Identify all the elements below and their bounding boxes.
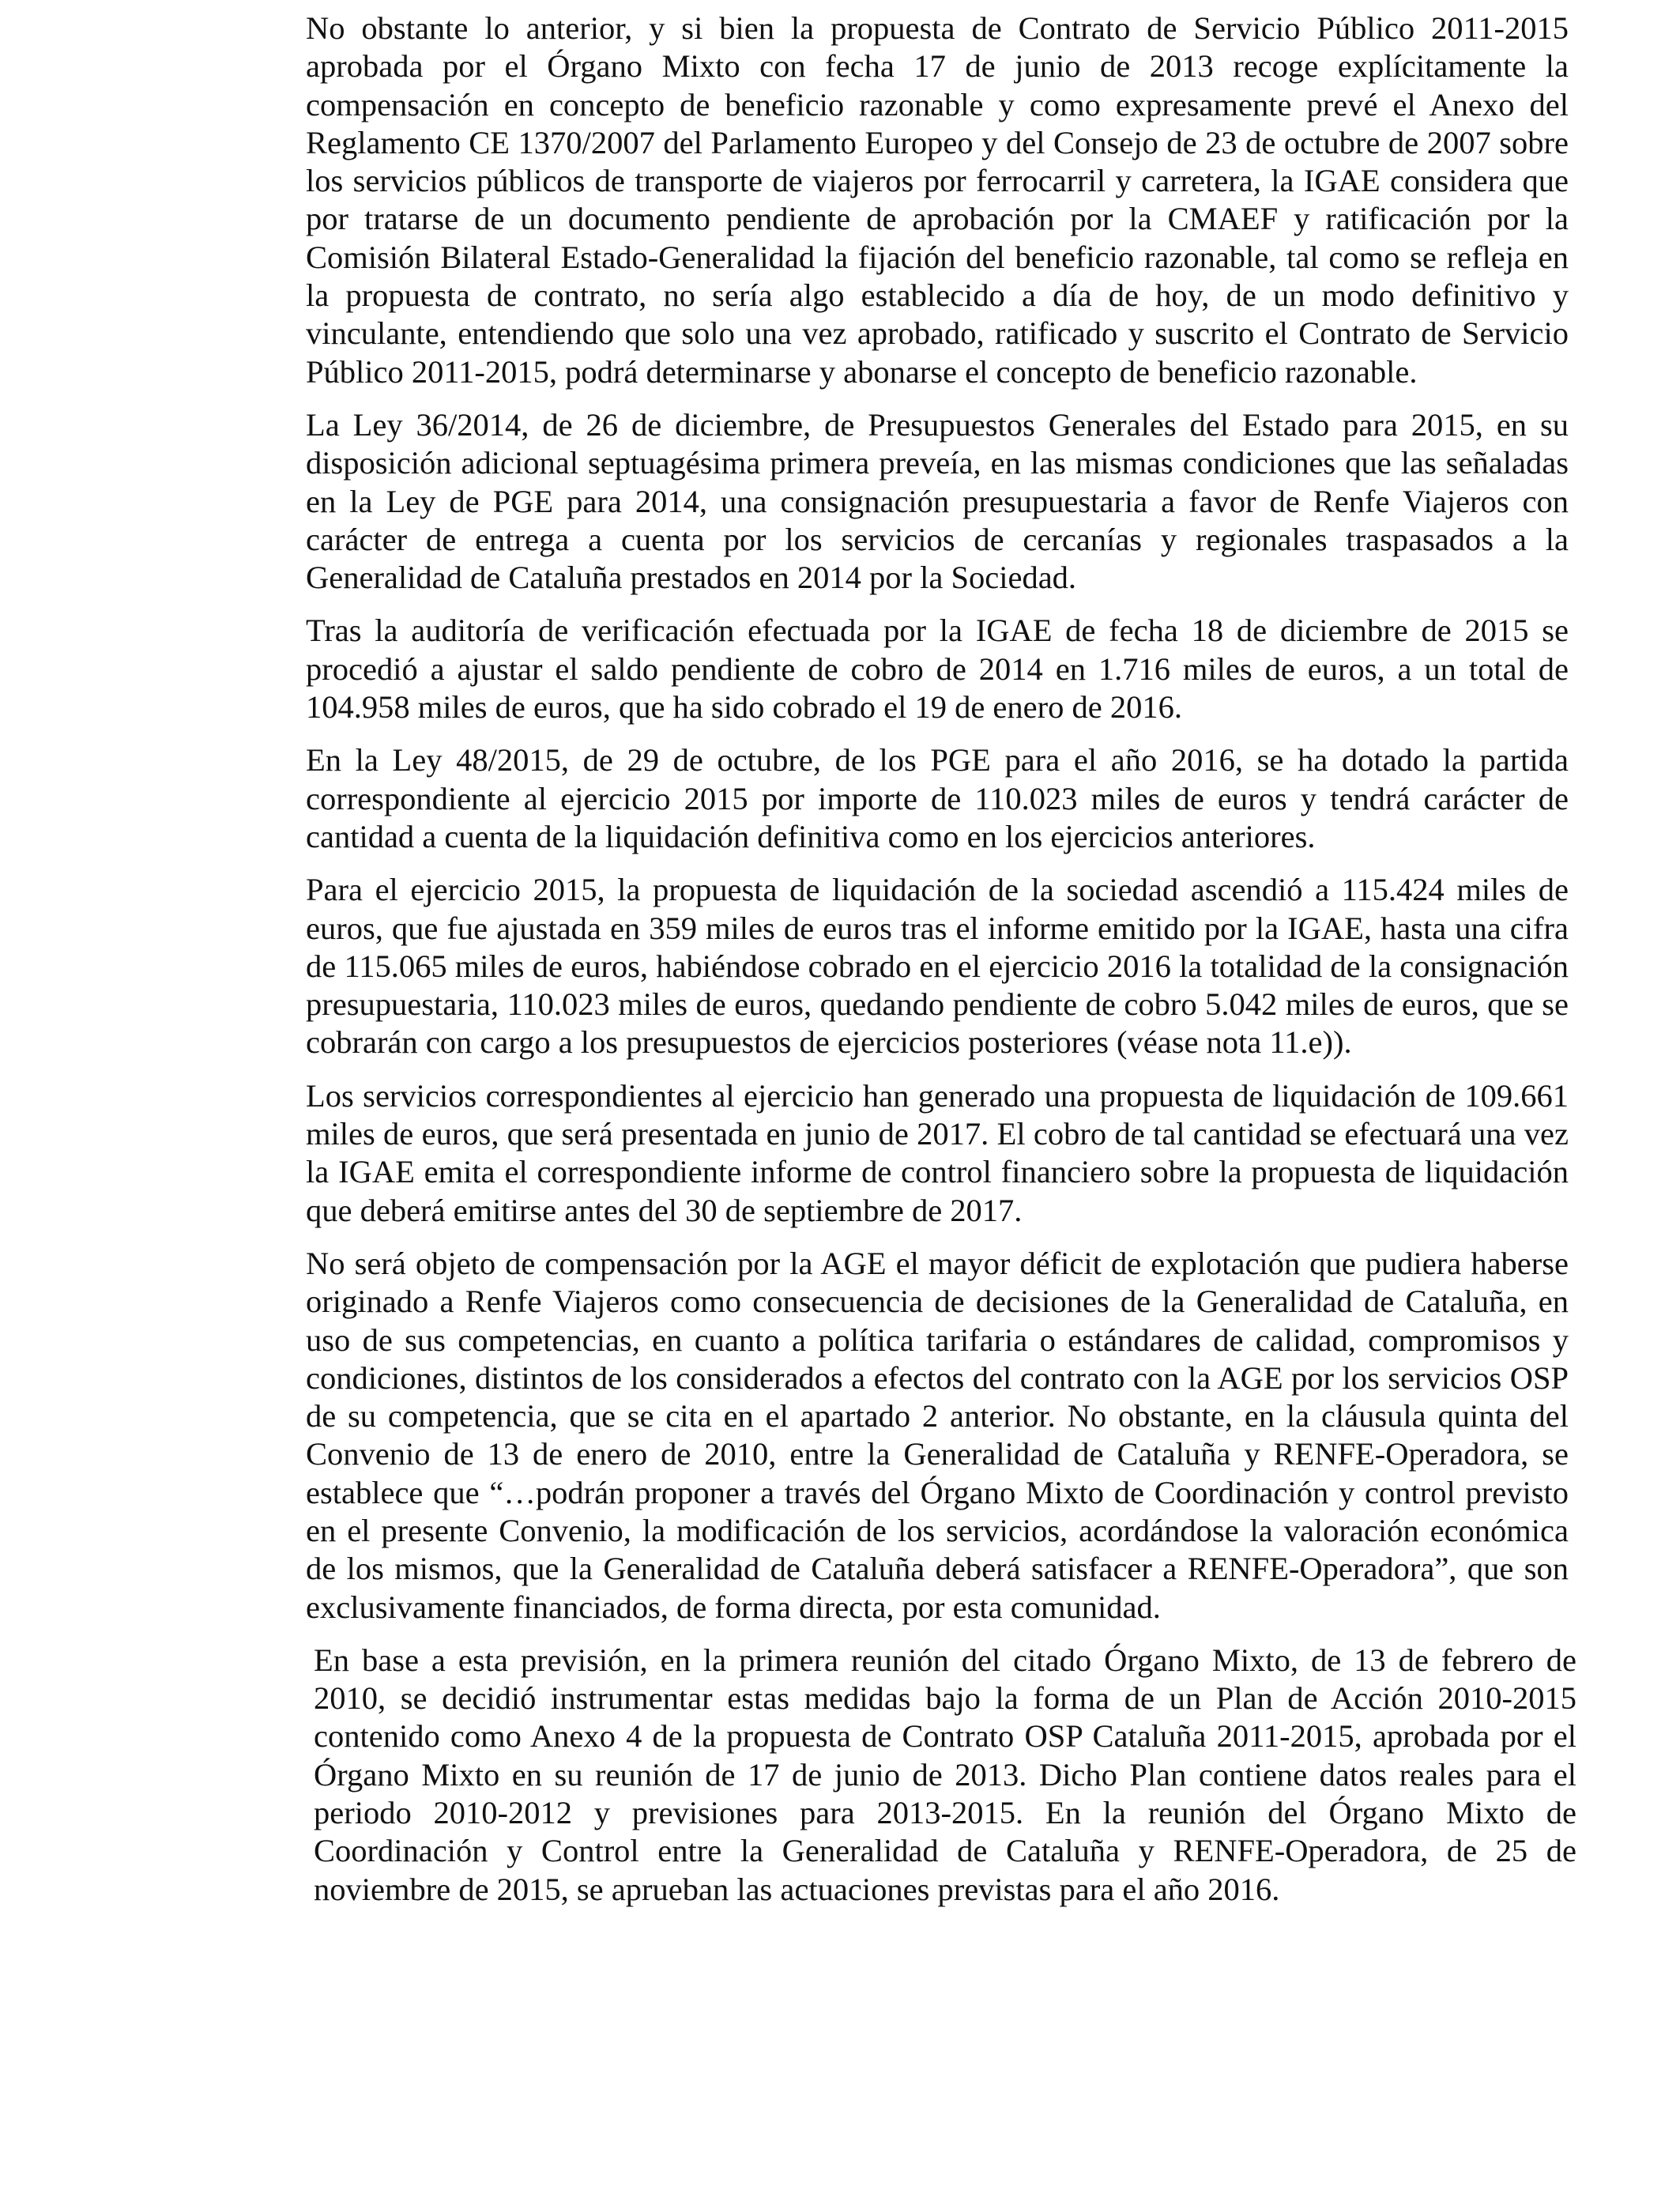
paragraph-plan-de-accion: En base a esta previsión, en la primera reunión del citado Órgano Mixto, de 13 de febrero de 2010, se decidió instrumentar estas medidas bajo la forma de un Plan de Acción 2010-2015 contenido como Anexo 4 de la propuesta de Contrato OSP Cataluña 2011-2015, aprobada por el Órgano Mixto en su reunión de 17 de junio de 2013. Dicho Plan contiene datos reales para el periodo 2010-2012 y previsiones para 2013-2015. En la reunión del Órgano Mixto de Coordinación y Control entre la Generalidad de Cataluña y RENFE-Operadora, de 25 de noviembre de 2015, se aprueban las actuaciones previstas para el año 2016. (314, 1642, 1576, 1907)
paragraph-ley-48-2015: En la Ley 48/2015, de 29 de octubre, de los PGE para el año 2016, se ha dotado la partida correspondiente al ejercicio 2015 por importe de 110.023 miles de euros y tendrá carácter de cantidad a cuenta de la liquidación definitiva como en los ejercicios anteriores. (306, 742, 1569, 854)
paragraph-beneficio-razonable: No obstante lo anterior, y si bien la propuesta de Contrato de Servicio Público 2011-2015 aprobada por el Órgano Mixto con fecha 17 de junio de 2013 recoge explícitamente la compensación en concepto de beneficio razonable y como expresamente prevé el Anexo del Reglamento CE 1370/2007 del Parlamento Europeo y del Consejo de 23 de octubre de 2007 sobre los servicios públicos de transporte de viajeros por ferrocarril y carretera, la IGAE considera que por tratarse de un documento pendiente de aprobación por la CMAEF y ratificación por la Comisión Bilateral Estado-Generalidad la fijación del beneficio razonable, tal como se refleja en la propuesta de contrato, no sería algo establecido a día de hoy, de un modo definitivo y vinculante, entendiendo que solo una vez aprobado, ratificado y suscrito el Contrato de Servicio Público 2011-2015, podrá determinarse y abonarse el concepto de beneficio razonable. (306, 10, 1569, 390)
paragraph-servicios-ejercicio: Los servicios correspondientes al ejercicio han generado una propuesta de liquidación de 109.661 miles de euros, que será presentada en junio de 2017. El cobro de tal cantidad se efectuará una vez la IGAE emita el correspondiente informe de control financiero sobre la propuesta de liquidación que deberá emitirse antes del 30 de septiembre de 2017. (306, 1077, 1569, 1228)
paragraph-compensacion-age: No será objeto de compensación por la AGE el mayor déficit de explotación que pudiera haberse originado a Renfe Viajeros como consecuencia de decisiones de la Generalidad de Cataluña, en uso de sus competencias, en cuanto a política tarifaria o estándares de calidad, compromisos y condiciones, distintos de los considerados a efectos del contrato con la AGE por los servicios OSP de su competencia, que se cita en el apartado 2 anterior. No obstante, en la cláusula quinta del Convenio de 13 de enero de 2010, entre la Generalidad de Cataluña y RENFE-Operadora, se establece que “…podrán proponer a través del Órgano Mixto de Coordinación y control previsto en el presente Convenio, la modificación de los servicios, acordándose la valoración económica de los mismos, que la Generalidad de Cataluña deberá satisfacer a RENFE-Operadora”, que son exclusivamente financiados, de forma directa, por esta comunidad. (306, 1245, 1569, 1625)
body-text (306, 9, 1576, 1924)
paragraph-ley-36-2014: La Ley 36/2014, de 26 de diciembre, de Presupuestos Generales del Estado para 2015, en su disposición adicional septuagésima primera preveía, en las mismas condiciones que las señaladas en la Ley de PGE para 2014, una consignación presupuestaria a favor de Renfe Viajeros con carácter de entrega a cuenta por los servicios de cercanías y regionales traspasados a la Generalidad de Cataluña prestados en 2014 por la Sociedad. (306, 406, 1569, 596)
paragraph-auditoria-igae: Tras la auditoría de verificación efectuada por la IGAE de fecha 18 de diciembre de 2015 se procedió a ajustar el saldo pendiente de cobro de 2014 en 1.716 miles de euros, a un total de 104.958 miles de euros, que ha sido cobrado el 19 de enero de 2016. (306, 613, 1569, 726)
paragraph-ejercicio-2015: Para el ejercicio 2015, la propuesta de liquidación de la sociedad ascendió a 115.424 miles de euros, que fue ajustada en 359 miles de euros tras el informe emitido por la IGAE, hasta una cifra de 115.065 miles de euros, habiéndose cobrado en el ejercicio 2016 la totalidad de la consignación presupuestaria, 110.023 miles de euros, quedando pendiente de cobro 5.042 miles de euros, que se cobrarán con cargo a los presupuestos de ejercicios posteriores (véase nota 11.e)). (306, 872, 1569, 1061)
